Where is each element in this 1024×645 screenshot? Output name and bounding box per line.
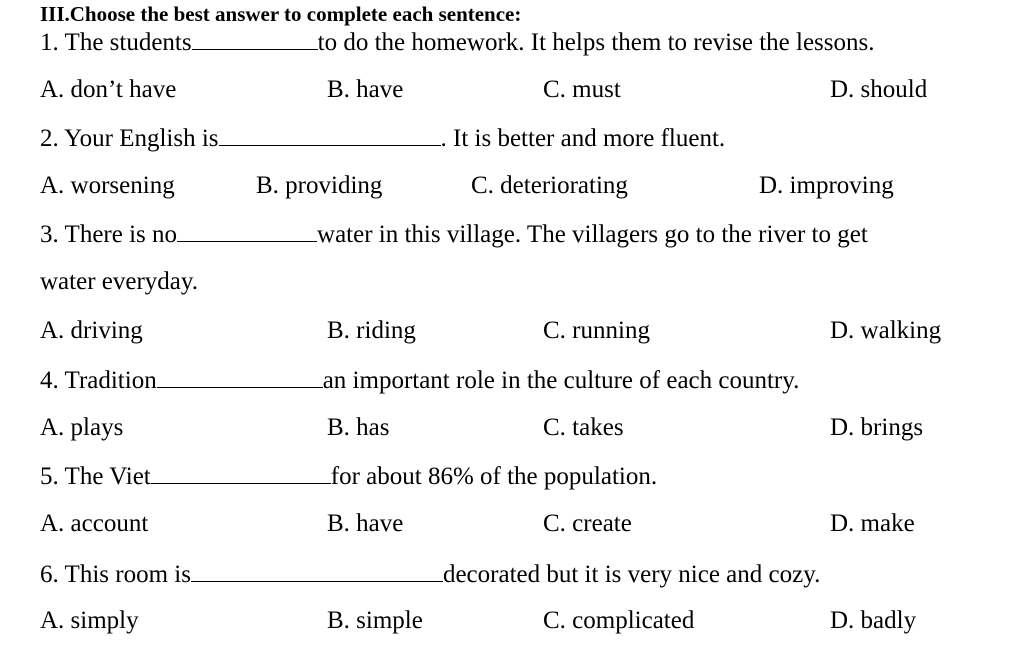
question-5-before: 5. The Viet: [40, 463, 151, 490]
question-1-before: 1. The students: [40, 29, 192, 56]
exercise-heading: III.Choose the best answer to complete each sentence:: [40, 2, 522, 26]
question-4-before: 4. Tradition: [40, 367, 157, 394]
question-6-option-b[interactable]: B. simple: [327, 607, 423, 634]
question-3-blank[interactable]: [177, 219, 317, 242]
question-5-after: for about 86% of the population.: [330, 463, 658, 490]
question-5-blank[interactable]: [151, 461, 331, 484]
question-5-option-b[interactable]: B. have: [327, 510, 404, 537]
question-6-option-c[interactable]: C. complicated: [543, 607, 695, 634]
question-1-option-d[interactable]: D. should: [830, 76, 928, 103]
question-5-option-c[interactable]: C. create: [543, 510, 632, 537]
question-2: [40, 123, 725, 154]
question-1: [40, 27, 874, 58]
question-3-after: water in this village. The villagers go to the river to get: [317, 221, 868, 248]
question-2-option-a[interactable]: A. worsening: [40, 172, 175, 199]
question-3-option-d[interactable]: D. walking: [830, 317, 942, 344]
question-4-option-c[interactable]: C. takes: [543, 414, 624, 441]
question-3: [40, 219, 868, 250]
question-4: [40, 365, 799, 396]
question-6-before: 6. This room is: [40, 561, 191, 588]
question-6-after: decorated but it is very nice and cozy.: [442, 561, 821, 588]
question-3-option-c[interactable]: C. running: [543, 317, 650, 344]
question-6-option-a[interactable]: A. simply: [40, 607, 139, 634]
question-5-option-a[interactable]: A. account: [40, 510, 149, 537]
question-6-blank[interactable]: [191, 559, 443, 582]
question-4-option-a[interactable]: A. plays: [40, 414, 124, 441]
question-5: [40, 461, 657, 492]
question-4-blank[interactable]: [157, 365, 323, 388]
question-2-option-c[interactable]: C. deteriorating: [471, 172, 628, 199]
question-3-option-b[interactable]: B. riding: [327, 317, 416, 344]
question-3-continuation: water everyday.: [40, 268, 199, 295]
question-4-after: an important role in the culture of each country.: [322, 367, 800, 394]
question-1-after: to do the homework. It helps them to revise the lessons.: [317, 29, 875, 56]
question-1-option-b[interactable]: B. have: [327, 76, 404, 103]
question-2-after: . It is better and more fluent.: [440, 125, 726, 152]
question-4-option-b[interactable]: B. has: [327, 414, 390, 441]
question-2-option-d[interactable]: D. improving: [759, 172, 894, 199]
question-1-blank[interactable]: [192, 27, 318, 50]
question-2-before: 2. Your English is: [40, 125, 219, 152]
question-6-option-d[interactable]: D. badly: [830, 607, 917, 634]
question-1-option-a[interactable]: A. don’t have: [40, 76, 177, 103]
question-4-option-d[interactable]: D. brings: [830, 414, 924, 441]
question-6: [40, 559, 820, 590]
question-2-blank[interactable]: [219, 123, 441, 146]
question-5-option-d[interactable]: D. make: [830, 510, 915, 537]
question-3-option-a[interactable]: A. driving: [40, 317, 143, 344]
question-3-before: 3. There is no: [40, 221, 178, 248]
question-2-option-b[interactable]: B. providing: [256, 172, 383, 199]
question-1-option-c[interactable]: C. must: [543, 76, 621, 103]
